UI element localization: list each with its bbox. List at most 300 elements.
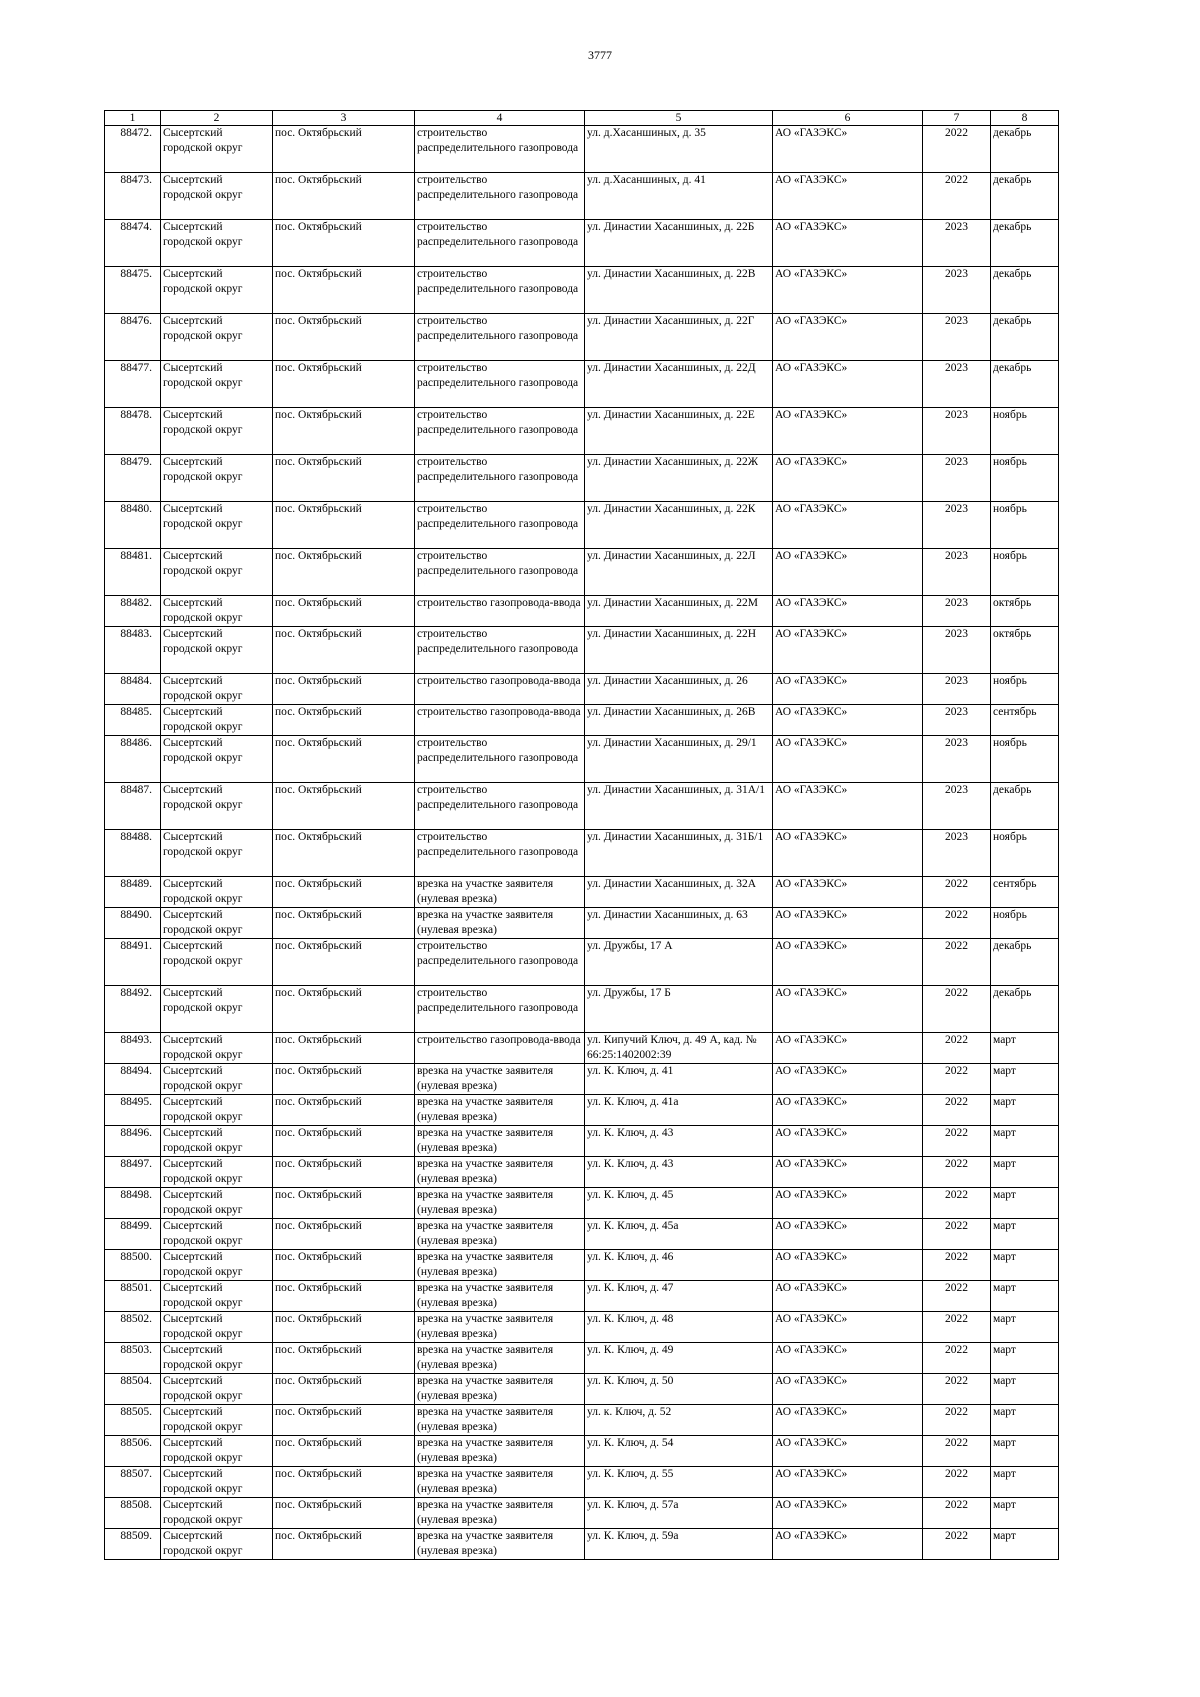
- organization-cell: АО «ГАЗЭКС»: [773, 1219, 923, 1250]
- month-cell: март: [991, 1126, 1059, 1157]
- settlement-cell: пос. Октябрьский: [273, 1436, 415, 1467]
- work-type-cell: врезка на участке заявителя (нулевая врезка): [415, 1250, 585, 1281]
- district-cell: Сысертский городской округ: [161, 939, 273, 986]
- settlement-cell: пос. Октябрьский: [273, 736, 415, 783]
- district-cell: Сысертский городской округ: [161, 1529, 273, 1560]
- address-cell: ул. Династии Хасаншиных, д. 29/1: [585, 736, 773, 783]
- work-type-cell: строительство газопровода-ввода: [415, 596, 585, 627]
- table-row: [105, 1529, 1059, 1560]
- settlement-cell: пос. Октябрьский: [273, 1095, 415, 1126]
- district-cell: Сысертский городской округ: [161, 408, 273, 455]
- address-cell: ул. К. Ключ, д. 45: [585, 1188, 773, 1219]
- year-cell: 2022: [923, 1498, 991, 1529]
- settlement-cell: пос. Октябрьский: [273, 783, 415, 830]
- organization-cell: АО «ГАЗЭКС»: [773, 455, 923, 502]
- row-number-cell: 88474.: [105, 220, 161, 267]
- settlement-cell: пос. Октябрьский: [273, 1343, 415, 1374]
- district-cell: Сысертский городской округ: [161, 1312, 273, 1343]
- row-number-cell: 88492.: [105, 986, 161, 1033]
- month-cell: ноябрь: [991, 736, 1059, 783]
- organization-cell: АО «ГАЗЭКС»: [773, 502, 923, 549]
- work-type-cell: строительство газопровода-ввода: [415, 705, 585, 736]
- organization-cell: АО «ГАЗЭКС»: [773, 1250, 923, 1281]
- organization-cell: АО «ГАЗЭКС»: [773, 1126, 923, 1157]
- work-type-cell: врезка на участке заявителя (нулевая врезка): [415, 1095, 585, 1126]
- organization-cell: АО «ГАЗЭКС»: [773, 986, 923, 1033]
- row-number-cell: 88495.: [105, 1095, 161, 1126]
- table-row: [105, 939, 1059, 986]
- work-type-cell: строительство распределительного газопровода: [415, 502, 585, 549]
- row-number-cell: 88488.: [105, 830, 161, 877]
- work-type-cell: строительство распределительного газопровода: [415, 126, 585, 173]
- month-cell: декабрь: [991, 783, 1059, 830]
- year-cell: 2022: [923, 1188, 991, 1219]
- table-body: [105, 126, 1059, 1560]
- row-number-cell: 88496.: [105, 1126, 161, 1157]
- year-cell: 2023: [923, 674, 991, 705]
- page-number: 3777: [588, 48, 612, 62]
- month-cell: декабрь: [991, 126, 1059, 173]
- row-number-cell: 88506.: [105, 1436, 161, 1467]
- year-cell: 2022: [923, 1095, 991, 1126]
- year-cell: 2022: [923, 1250, 991, 1281]
- work-type-cell: строительство распределительного газопровода: [415, 267, 585, 314]
- organization-cell: АО «ГАЗЭКС»: [773, 267, 923, 314]
- column-number: 7: [923, 111, 991, 126]
- address-cell: ул. Династии Хасаншиных, д. 22Ж: [585, 455, 773, 502]
- month-cell: октябрь: [991, 596, 1059, 627]
- address-cell: ул. К. Ключ, д. 41: [585, 1064, 773, 1095]
- work-type-cell: строительство распределительного газопровода: [415, 549, 585, 596]
- table-row: [105, 1126, 1059, 1157]
- year-cell: 2022: [923, 1343, 991, 1374]
- work-type-cell: строительство распределительного газопровода: [415, 783, 585, 830]
- organization-cell: АО «ГАЗЭКС»: [773, 220, 923, 267]
- table-row: [105, 783, 1059, 830]
- work-type-cell: врезка на участке заявителя (нулевая врезка): [415, 1281, 585, 1312]
- organization-cell: АО «ГАЗЭКС»: [773, 126, 923, 173]
- row-number-cell: 88473.: [105, 173, 161, 220]
- organization-cell: АО «ГАЗЭКС»: [773, 908, 923, 939]
- district-cell: Сысертский городской округ: [161, 1157, 273, 1188]
- month-cell: ноябрь: [991, 830, 1059, 877]
- row-number-cell: 88486.: [105, 736, 161, 783]
- address-cell: ул. К. Ключ, д. 45а: [585, 1219, 773, 1250]
- address-cell: ул. Кипучий Ключ, д. 49 А, кад. № 66:25:1402002:39: [585, 1033, 773, 1064]
- settlement-cell: пос. Октябрьский: [273, 126, 415, 173]
- month-cell: декабрь: [991, 361, 1059, 408]
- month-cell: декабрь: [991, 267, 1059, 314]
- work-type-cell: строительство распределительного газопровода: [415, 314, 585, 361]
- address-cell: ул. к. Ключ, д. 52: [585, 1405, 773, 1436]
- month-cell: март: [991, 1033, 1059, 1064]
- year-cell: 2023: [923, 502, 991, 549]
- settlement-cell: пос. Октябрьский: [273, 1219, 415, 1250]
- settlement-cell: пос. Октябрьский: [273, 1064, 415, 1095]
- district-cell: Сысертский городской округ: [161, 1064, 273, 1095]
- month-cell: март: [991, 1343, 1059, 1374]
- row-number-cell: 88509.: [105, 1529, 161, 1560]
- row-number-cell: 88493.: [105, 1033, 161, 1064]
- district-cell: Сысертский городской округ: [161, 1498, 273, 1529]
- address-cell: ул. Династии Хасаншиных, д. 26В: [585, 705, 773, 736]
- organization-cell: АО «ГАЗЭКС»: [773, 939, 923, 986]
- settlement-cell: пос. Октябрьский: [273, 674, 415, 705]
- settlement-cell: пос. Октябрьский: [273, 596, 415, 627]
- address-cell: ул. Династии Хасаншиных, д. 32А: [585, 877, 773, 908]
- district-cell: Сысертский городской округ: [161, 596, 273, 627]
- work-type-cell: строительство распределительного газопровода: [415, 220, 585, 267]
- settlement-cell: пос. Октябрьский: [273, 267, 415, 314]
- settlement-cell: пос. Октябрьский: [273, 877, 415, 908]
- settlement-cell: пос. Октябрьский: [273, 1281, 415, 1312]
- table-row: [105, 908, 1059, 939]
- month-cell: март: [991, 1529, 1059, 1560]
- column-number: 5: [585, 111, 773, 126]
- table-row: [105, 1033, 1059, 1064]
- year-cell: 2023: [923, 627, 991, 674]
- row-number-cell: 88484.: [105, 674, 161, 705]
- year-cell: 2022: [923, 1312, 991, 1343]
- organization-cell: АО «ГАЗЭКС»: [773, 1033, 923, 1064]
- work-type-cell: врезка на участке заявителя (нулевая врезка): [415, 908, 585, 939]
- settlement-cell: пос. Октябрьский: [273, 1467, 415, 1498]
- address-cell: ул. Династии Хасаншиных, д. 22В: [585, 267, 773, 314]
- month-cell: март: [991, 1436, 1059, 1467]
- row-number-cell: 88476.: [105, 314, 161, 361]
- column-number: 1: [105, 111, 161, 126]
- table-row: [105, 1405, 1059, 1436]
- address-cell: ул. К. Ключ, д. 55: [585, 1467, 773, 1498]
- district-cell: Сысертский городской округ: [161, 1343, 273, 1374]
- organization-cell: АО «ГАЗЭКС»: [773, 783, 923, 830]
- year-cell: 2022: [923, 1219, 991, 1250]
- year-cell: 2022: [923, 1033, 991, 1064]
- row-number-cell: 88499.: [105, 1219, 161, 1250]
- address-cell: ул. Династии Хасаншиных, д. 22Д: [585, 361, 773, 408]
- organization-cell: АО «ГАЗЭКС»: [773, 830, 923, 877]
- work-type-cell: врезка на участке заявителя (нулевая врезка): [415, 1529, 585, 1560]
- month-cell: ноябрь: [991, 408, 1059, 455]
- organization-cell: АО «ГАЗЭКС»: [773, 705, 923, 736]
- organization-cell: АО «ГАЗЭКС»: [773, 1095, 923, 1126]
- address-cell: ул. д.Хасаншиных, д. 35: [585, 126, 773, 173]
- table-row: [105, 455, 1059, 502]
- work-type-cell: строительство распределительного газопровода: [415, 986, 585, 1033]
- district-cell: Сысертский городской округ: [161, 1405, 273, 1436]
- year-cell: 2022: [923, 173, 991, 220]
- table-row: [105, 126, 1059, 173]
- table-row: [105, 736, 1059, 783]
- row-number-cell: 88498.: [105, 1188, 161, 1219]
- settlement-cell: пос. Октябрьский: [273, 1157, 415, 1188]
- work-type-cell: врезка на участке заявителя (нулевая врезка): [415, 1498, 585, 1529]
- year-cell: 2023: [923, 361, 991, 408]
- year-cell: 2022: [923, 1157, 991, 1188]
- month-cell: март: [991, 1188, 1059, 1219]
- district-cell: Сысертский городской округ: [161, 173, 273, 220]
- month-cell: декабрь: [991, 173, 1059, 220]
- year-cell: 2022: [923, 1467, 991, 1498]
- row-number-cell: 88475.: [105, 267, 161, 314]
- table-row: [105, 1374, 1059, 1405]
- column-number: 2: [161, 111, 273, 126]
- settlement-cell: пос. Октябрьский: [273, 1126, 415, 1157]
- row-number-cell: 88494.: [105, 1064, 161, 1095]
- table-row: [105, 1498, 1059, 1529]
- settlement-cell: пос. Октябрьский: [273, 1033, 415, 1064]
- table-row: [105, 1095, 1059, 1126]
- organization-cell: АО «ГАЗЭКС»: [773, 173, 923, 220]
- settlement-cell: пос. Октябрьский: [273, 1312, 415, 1343]
- table-row: [105, 705, 1059, 736]
- table-row: [105, 1188, 1059, 1219]
- work-type-cell: строительство распределительного газопровода: [415, 627, 585, 674]
- organization-cell: АО «ГАЗЭКС»: [773, 736, 923, 783]
- organization-cell: АО «ГАЗЭКС»: [773, 627, 923, 674]
- address-cell: ул. Династии Хасаншиных, д. 22К: [585, 502, 773, 549]
- organization-cell: АО «ГАЗЭКС»: [773, 674, 923, 705]
- address-cell: ул. Дружбы, 17 Б: [585, 986, 773, 1033]
- table-row: [105, 986, 1059, 1033]
- month-cell: октябрь: [991, 627, 1059, 674]
- settlement-cell: пос. Октябрьский: [273, 1250, 415, 1281]
- table-row: [105, 1467, 1059, 1498]
- table-row: [105, 1064, 1059, 1095]
- district-cell: Сысертский городской округ: [161, 1436, 273, 1467]
- address-cell: ул. Династии Хасаншиных, д. 22Г: [585, 314, 773, 361]
- month-cell: март: [991, 1312, 1059, 1343]
- work-type-cell: врезка на участке заявителя (нулевая врезка): [415, 1312, 585, 1343]
- address-cell: ул. К. Ключ, д. 47: [585, 1281, 773, 1312]
- work-type-cell: строительство газопровода-ввода: [415, 674, 585, 705]
- year-cell: 2023: [923, 220, 991, 267]
- year-cell: 2022: [923, 1436, 991, 1467]
- month-cell: сентябрь: [991, 877, 1059, 908]
- settlement-cell: пос. Октябрьский: [273, 502, 415, 549]
- table-row: [105, 220, 1059, 267]
- year-cell: 2022: [923, 1126, 991, 1157]
- month-cell: март: [991, 1157, 1059, 1188]
- organization-cell: АО «ГАЗЭКС»: [773, 1312, 923, 1343]
- month-cell: март: [991, 1219, 1059, 1250]
- table-row: [105, 173, 1059, 220]
- year-cell: 2022: [923, 1374, 991, 1405]
- organization-cell: АО «ГАЗЭКС»: [773, 877, 923, 908]
- row-number-cell: 88487.: [105, 783, 161, 830]
- settlement-cell: пос. Октябрьский: [273, 549, 415, 596]
- work-type-cell: строительство распределительного газопровода: [415, 455, 585, 502]
- address-cell: ул. Династии Хасаншиных, д. 22Е: [585, 408, 773, 455]
- work-type-cell: врезка на участке заявителя (нулевая врезка): [415, 1188, 585, 1219]
- table-row: [105, 627, 1059, 674]
- month-cell: март: [991, 1498, 1059, 1529]
- settlement-cell: пос. Октябрьский: [273, 361, 415, 408]
- row-number-cell: 88501.: [105, 1281, 161, 1312]
- year-cell: 2022: [923, 986, 991, 1033]
- month-cell: ноябрь: [991, 502, 1059, 549]
- year-cell: 2023: [923, 705, 991, 736]
- address-cell: ул. К. Ключ, д. 48: [585, 1312, 773, 1343]
- month-cell: март: [991, 1405, 1059, 1436]
- district-cell: Сысертский городской округ: [161, 267, 273, 314]
- month-cell: март: [991, 1095, 1059, 1126]
- table-row: [105, 1219, 1059, 1250]
- organization-cell: АО «ГАЗЭКС»: [773, 1467, 923, 1498]
- organization-cell: АО «ГАЗЭКС»: [773, 1529, 923, 1560]
- row-number-cell: 88485.: [105, 705, 161, 736]
- work-type-cell: врезка на участке заявителя (нулевая врезка): [415, 1126, 585, 1157]
- work-type-cell: врезка на участке заявителя (нулевая врезка): [415, 1343, 585, 1374]
- year-cell: 2023: [923, 455, 991, 502]
- year-cell: 2022: [923, 1064, 991, 1095]
- work-type-cell: врезка на участке заявителя (нулевая врезка): [415, 1405, 585, 1436]
- district-cell: Сысертский городской округ: [161, 783, 273, 830]
- table-row: [105, 830, 1059, 877]
- month-cell: ноябрь: [991, 674, 1059, 705]
- table-row: [105, 1157, 1059, 1188]
- year-cell: 2022: [923, 939, 991, 986]
- settlement-cell: пос. Октябрьский: [273, 939, 415, 986]
- column-number: 6: [773, 111, 923, 126]
- settlement-cell: пос. Октябрьский: [273, 408, 415, 455]
- row-number-cell: 88508.: [105, 1498, 161, 1529]
- district-cell: Сысертский городской округ: [161, 986, 273, 1033]
- year-cell: 2022: [923, 908, 991, 939]
- row-number-cell: 88489.: [105, 877, 161, 908]
- district-cell: Сысертский городской округ: [161, 126, 273, 173]
- work-type-cell: врезка на участке заявителя (нулевая врезка): [415, 1467, 585, 1498]
- address-cell: ул. д.Хасаншиных, д. 41: [585, 173, 773, 220]
- column-number: 4: [415, 111, 585, 126]
- organization-cell: АО «ГАЗЭКС»: [773, 549, 923, 596]
- settlement-cell: пос. Октябрьский: [273, 1405, 415, 1436]
- table-row: [105, 408, 1059, 455]
- row-number-cell: 88503.: [105, 1343, 161, 1374]
- address-cell: ул. Династии Хасаншиных, д. 22Н: [585, 627, 773, 674]
- table-row: [105, 361, 1059, 408]
- district-cell: Сысертский городской округ: [161, 1095, 273, 1126]
- work-type-cell: строительство распределительного газопровода: [415, 173, 585, 220]
- row-number-cell: 88491.: [105, 939, 161, 986]
- row-number-cell: 88479.: [105, 455, 161, 502]
- month-cell: сентябрь: [991, 705, 1059, 736]
- table-row: [105, 1436, 1059, 1467]
- district-cell: Сысертский городской округ: [161, 220, 273, 267]
- settlement-cell: пос. Октябрьский: [273, 314, 415, 361]
- work-type-cell: строительство распределительного газопровода: [415, 830, 585, 877]
- table-row: [105, 877, 1059, 908]
- district-cell: Сысертский городской округ: [161, 1281, 273, 1312]
- month-cell: ноябрь: [991, 908, 1059, 939]
- work-type-cell: строительство распределительного газопровода: [415, 361, 585, 408]
- organization-cell: АО «ГАЗЭКС»: [773, 1436, 923, 1467]
- address-cell: ул. Династии Хасаншиных, д. 31А/1: [585, 783, 773, 830]
- address-cell: ул. К. Ключ, д. 50: [585, 1374, 773, 1405]
- work-type-cell: строительство распределительного газопровода: [415, 939, 585, 986]
- address-cell: ул. Династии Хасаншиных, д. 22Л: [585, 549, 773, 596]
- district-cell: Сысертский городской округ: [161, 1126, 273, 1157]
- address-cell: ул. К. Ключ, д. 41а: [585, 1095, 773, 1126]
- address-cell: ул. К. Ключ, д. 43: [585, 1126, 773, 1157]
- row-number-cell: 88505.: [105, 1405, 161, 1436]
- year-cell: 2023: [923, 549, 991, 596]
- month-cell: декабрь: [991, 314, 1059, 361]
- organization-cell: АО «ГАЗЭКС»: [773, 1405, 923, 1436]
- year-cell: 2023: [923, 596, 991, 627]
- row-number-cell: 88472.: [105, 126, 161, 173]
- month-cell: март: [991, 1064, 1059, 1095]
- work-type-cell: врезка на участке заявителя (нулевая врезка): [415, 1157, 585, 1188]
- settlement-cell: пос. Октябрьский: [273, 705, 415, 736]
- address-cell: ул. К. Ключ, д. 57а: [585, 1498, 773, 1529]
- address-cell: ул. Династии Хасаншиных, д. 22М: [585, 596, 773, 627]
- district-cell: Сысертский городской округ: [161, 908, 273, 939]
- table-row: [105, 596, 1059, 627]
- month-cell: ноябрь: [991, 455, 1059, 502]
- work-type-cell: врезка на участке заявителя (нулевая врезка): [415, 1374, 585, 1405]
- row-number-cell: 88478.: [105, 408, 161, 455]
- month-cell: март: [991, 1467, 1059, 1498]
- row-number-cell: 88502.: [105, 1312, 161, 1343]
- month-cell: март: [991, 1281, 1059, 1312]
- column-number-row: [105, 111, 1059, 126]
- settlement-cell: пос. Октябрьский: [273, 830, 415, 877]
- district-cell: Сысертский городской округ: [161, 1374, 273, 1405]
- row-number-cell: 88480.: [105, 502, 161, 549]
- year-cell: 2023: [923, 314, 991, 361]
- table-row: [105, 502, 1059, 549]
- organization-cell: АО «ГАЗЭКС»: [773, 1281, 923, 1312]
- settlement-cell: пос. Октябрьский: [273, 1529, 415, 1560]
- month-cell: декабрь: [991, 939, 1059, 986]
- district-cell: Сысертский городской округ: [161, 736, 273, 783]
- row-number-cell: 88482.: [105, 596, 161, 627]
- year-cell: 2023: [923, 736, 991, 783]
- year-cell: 2022: [923, 877, 991, 908]
- settlement-cell: пос. Октябрьский: [273, 627, 415, 674]
- settlement-cell: пос. Октябрьский: [273, 455, 415, 502]
- settlement-cell: пос. Октябрьский: [273, 986, 415, 1033]
- district-cell: Сысертский городской округ: [161, 549, 273, 596]
- address-cell: ул. Дружбы, 17 А: [585, 939, 773, 986]
- address-cell: ул. Династии Хасаншиных, д. 31Б/1: [585, 830, 773, 877]
- district-cell: Сысертский городской округ: [161, 674, 273, 705]
- organization-cell: АО «ГАЗЭКС»: [773, 1343, 923, 1374]
- row-number-cell: 88504.: [105, 1374, 161, 1405]
- district-cell: Сысертский городской округ: [161, 1467, 273, 1498]
- year-cell: 2022: [923, 126, 991, 173]
- organization-cell: АО «ГАЗЭКС»: [773, 1064, 923, 1095]
- district-cell: Сысертский городской округ: [161, 705, 273, 736]
- row-number-cell: 88497.: [105, 1157, 161, 1188]
- district-cell: Сысертский городской округ: [161, 1250, 273, 1281]
- year-cell: 2023: [923, 408, 991, 455]
- address-cell: ул. Династии Хасаншиных, д. 22Б: [585, 220, 773, 267]
- month-cell: март: [991, 1374, 1059, 1405]
- settlement-cell: пос. Октябрьский: [273, 1498, 415, 1529]
- work-type-cell: врезка на участке заявителя (нулевая врезка): [415, 1219, 585, 1250]
- address-cell: ул. Династии Хасаншиных, д. 26: [585, 674, 773, 705]
- address-cell: ул. Династии Хасаншиных, д. 63: [585, 908, 773, 939]
- district-cell: Сысертский городской округ: [161, 1219, 273, 1250]
- address-cell: ул. К. Ключ, д. 49: [585, 1343, 773, 1374]
- table-row: [105, 1250, 1059, 1281]
- organization-cell: АО «ГАЗЭКС»: [773, 361, 923, 408]
- work-type-cell: врезка на участке заявителя (нулевая врезка): [415, 877, 585, 908]
- organization-cell: АО «ГАЗЭКС»: [773, 1157, 923, 1188]
- organization-cell: АО «ГАЗЭКС»: [773, 596, 923, 627]
